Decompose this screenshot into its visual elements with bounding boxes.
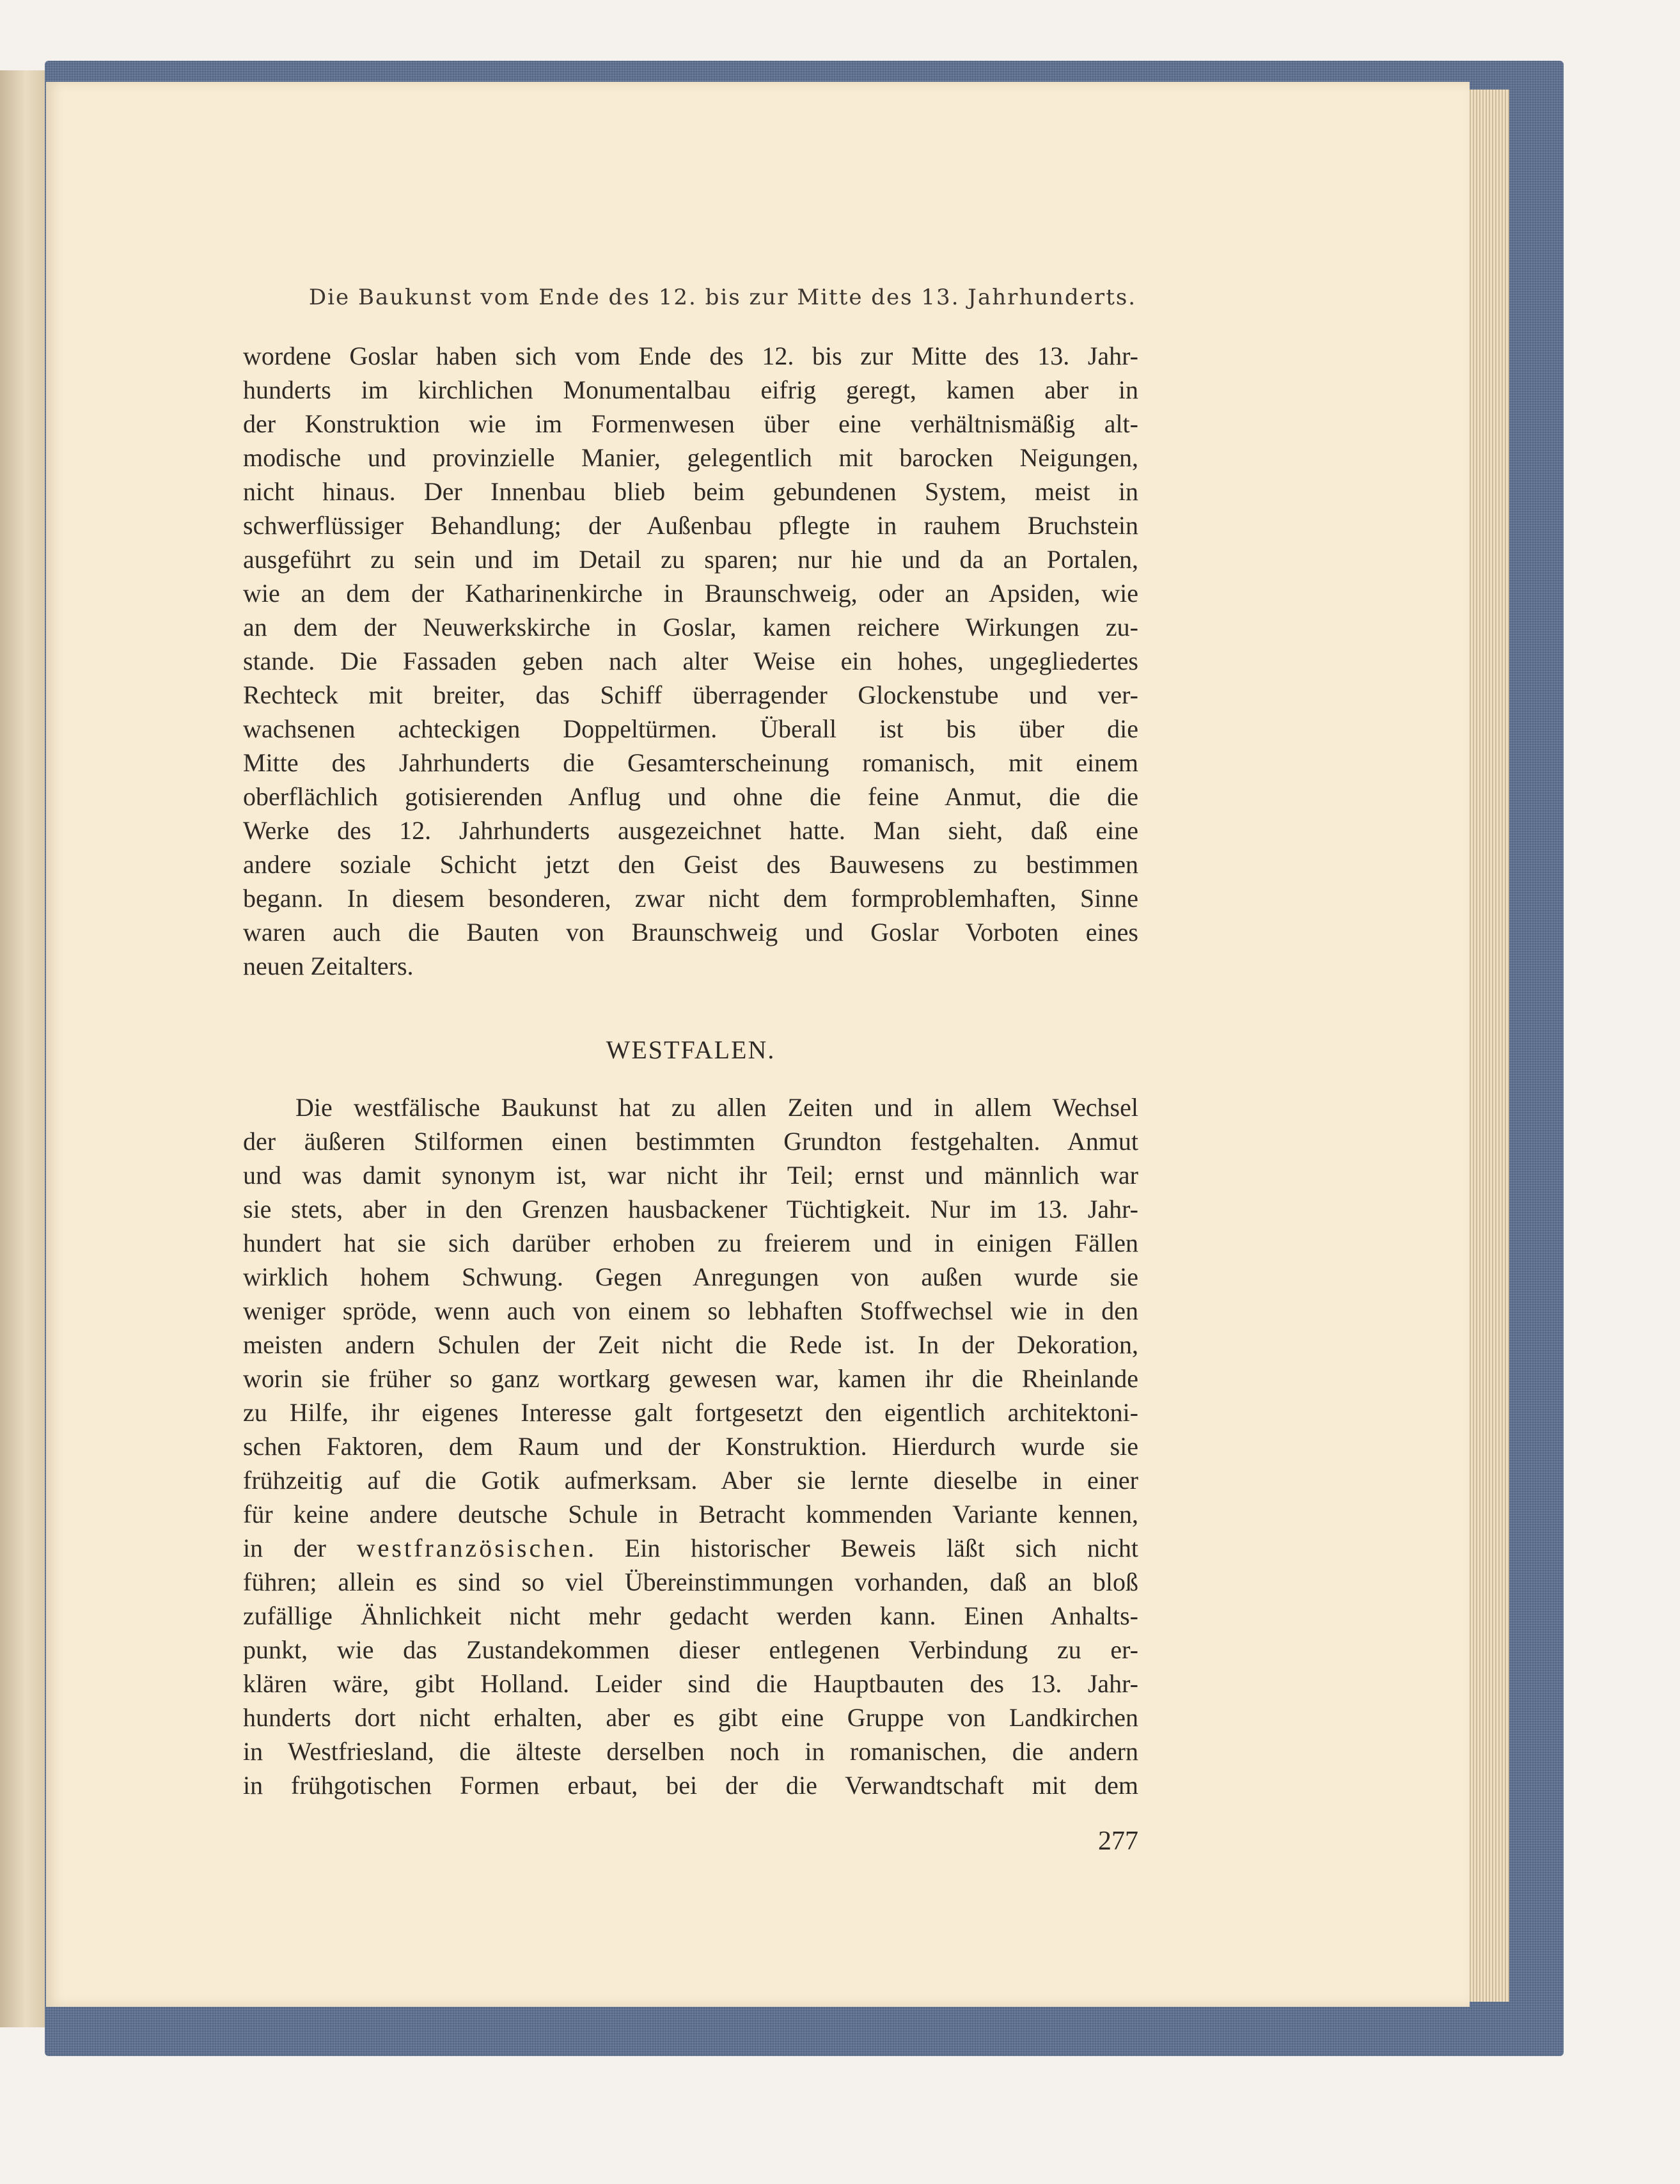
text-line: wirklich hohem Schwung. Gegen Anregungen von außen wurde sie bbox=[243, 1262, 1138, 1291]
section-title: WESTFALEN. bbox=[606, 1035, 776, 1064]
text-line: hunderts dort nicht erhalten, aber es gibt eine Gruppe von Landkirchen bbox=[243, 1703, 1138, 1732]
text-line: andere soziale Schicht jetzt den Geist des Bauwesens zu bestimmen bbox=[243, 850, 1138, 879]
text-line: punkt, wie das Zustandekommen dieser entlegenen Verbindung zu er- bbox=[243, 1635, 1138, 1664]
text-line: und was damit synonym ist, war nicht ihr Teil; ernst und männlich war bbox=[243, 1161, 1138, 1190]
paragraph-1 bbox=[243, 339, 1138, 983]
text-line: hundert hat sie sich darüber erhoben zu freierem und in einigen Fällen bbox=[243, 1229, 1138, 1257]
text-line: ausgeführt zu sein und im Detail zu sparen; nur hie und da an Portalen, bbox=[243, 545, 1138, 574]
text-line: weniger spröde, wenn auch von einem so lebhaften Stoffwechsel wie in den bbox=[243, 1296, 1138, 1325]
text-line: führen; allein es sind so viel Übereinstimmungen vorhanden, daß an bloß bbox=[243, 1567, 1138, 1596]
text-line: stande. Die Fassaden geben nach alter Weise ein hohes, ungegliedertes bbox=[243, 647, 1138, 675]
page-number: 277 bbox=[1098, 1827, 1138, 1856]
text-line: der Konstruktion wie im Formenwesen über eine verhältnismäßig alt- bbox=[243, 409, 1138, 438]
page-edges bbox=[1464, 90, 1509, 2002]
text-line: für keine andere deutsche Schule in Betracht kommenden Variante kennen, bbox=[243, 1500, 1138, 1528]
left-page-edge bbox=[0, 70, 46, 2027]
line-part-after: . Ein historischer Beweis läßt sich nicht bbox=[587, 1534, 1138, 1562]
text-line: frühzeitig auf die Gotik aufmerksam. Aber sie lernte dieselbe in einer bbox=[243, 1466, 1138, 1495]
paragraph-2 bbox=[243, 1090, 1138, 1802]
text-line: waren auch die Bauten von Braunschweig und Goslar Vorboten eines bbox=[243, 918, 1138, 947]
text-line: worin sie früher so ganz wortkarg gewesen war, kamen ihr die Rheinlande bbox=[243, 1364, 1138, 1393]
text-line: Die westfälische Baukunst hat zu allen Zeiten und in allem Wechsel bbox=[295, 1093, 1138, 1122]
text-line: hunderts im kirchlichen Monumentalbau eifrig geregt, kamen aber in bbox=[243, 375, 1138, 404]
text-line: sie stets, aber in den Grenzen hausbackener Tüchtigkeit. Nur im 13. Jahr- bbox=[243, 1195, 1138, 1223]
text-line: oberflächlich gotisierenden Anflug und ohne die feine Anmut, die die bbox=[243, 782, 1138, 811]
emphasized-word: westfranzösischen bbox=[356, 1534, 588, 1562]
text-line: klären wäre, gibt Holland. Leider sind die Hauptbauten des 13. Jahr- bbox=[243, 1669, 1138, 1698]
text-line: wachsenen achteckigen Doppeltürmen. Überall ist bis über die bbox=[243, 714, 1138, 743]
text-line: zu Hilfe, ihr eigenes Interesse galt fortgesetzt den eigentlich architektoni- bbox=[243, 1398, 1138, 1427]
text-line: meisten andern Schulen der Zeit nicht die Rede ist. In der Dekoration, bbox=[243, 1330, 1138, 1359]
text-line: zufällige Ähnlichkeit nicht mehr gedacht werden kann. Einen Anhalts- bbox=[243, 1601, 1138, 1630]
text-line: Rechteck mit breiter, das Schiff überragender Glockenstube und ver- bbox=[243, 680, 1138, 709]
text-line: schen Faktoren, dem Raum und der Konstruktion. Hierdurch wurde sie bbox=[243, 1432, 1138, 1461]
running-header: Die Baukunst vom Ende des 12. bis zur Mitte des 13. Jahrhunderts. bbox=[308, 285, 1137, 310]
text-line: schwerflüssiger Behandlung; der Außenbau pflegte in rauhem Bruchstein bbox=[243, 511, 1138, 540]
text-line: nicht hinaus. Der Innenbau blieb beim gebundenen System, meist in bbox=[243, 477, 1138, 506]
text-line-westfranzoesisch bbox=[243, 1531, 1138, 1565]
text-line: Werke des 12. Jahrhunderts ausgezeichnet hatte. Man sieht, daß eine bbox=[243, 816, 1138, 845]
text-line: in frühgotischen Formen erbaut, bei der die Verwandtschaft mit dem bbox=[243, 1771, 1138, 1800]
text-line: in Westfriesland, die älteste derselben noch in romanischen, die andern bbox=[243, 1737, 1138, 1766]
text-line: wie an dem der Katharinenkirche in Braunschweig, oder an Apsiden, wie bbox=[243, 579, 1138, 608]
text-line: neuen Zeitalters. bbox=[243, 952, 414, 980]
text-line: wordene Goslar haben sich vom Ende des 12. bis zur Mitte des 13. Jahr- bbox=[243, 342, 1138, 370]
text-line: Mitte des Jahrhunderts die Gesamterscheinung romanisch, mit einem bbox=[243, 748, 1138, 777]
text-line: der äußeren Stilformen einen bestimmten Grundton festgehalten. Anmut bbox=[243, 1127, 1138, 1156]
text-line: begann. In diesem besonderen, zwar nicht dem formproblemhaften, Sinne bbox=[243, 884, 1138, 913]
text-line: modische und provinzielle Manier, gelegentlich mit barocken Neigungen, bbox=[243, 443, 1138, 472]
text-line: an dem der Neuwerkskirche in Goslar, kamen reichere Wirkungen zu- bbox=[243, 613, 1138, 641]
line-part-before: in der bbox=[243, 1534, 357, 1562]
